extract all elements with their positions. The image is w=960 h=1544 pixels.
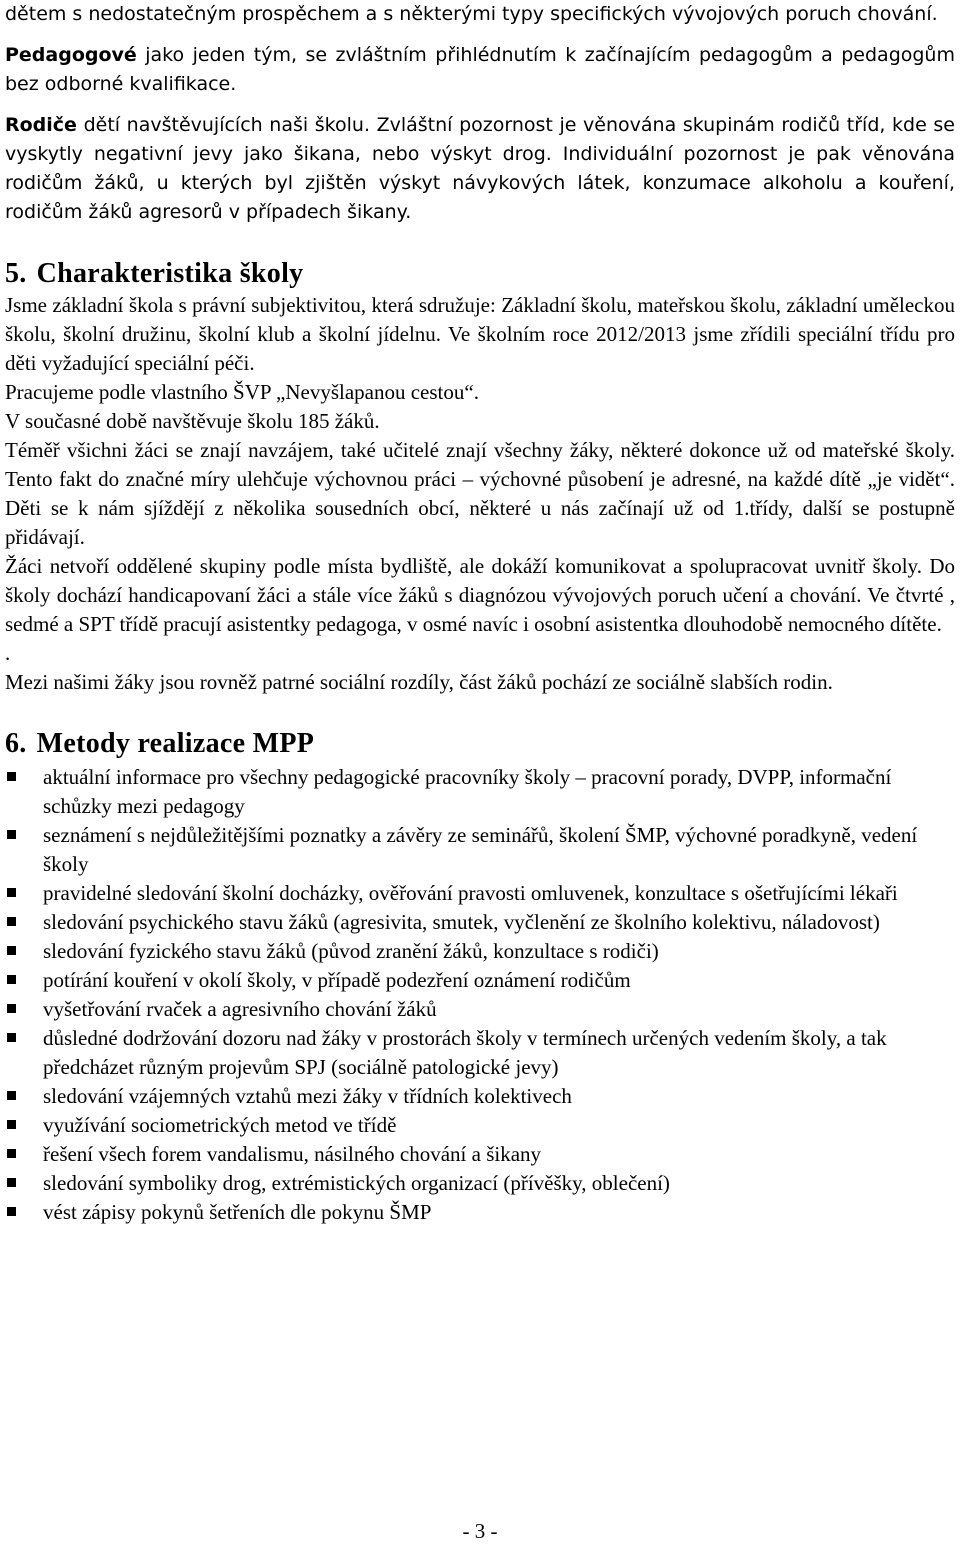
list-item: sledování psychického stavu žáků (agresivita, smutek, vyčlenění ze školního kolektivu, náladovost) (5, 908, 955, 937)
list-item: vést zápisy pokynů šetřeních dle pokynu ŠMP (5, 1198, 955, 1227)
section-5-title: Charakteristika školy (36, 258, 304, 289)
list-item: využívání sociometrických metod ve třídě (5, 1111, 955, 1140)
square-bullet-icon (7, 1207, 16, 1216)
section-5-paragraph: Pracujeme podle vlastního ŠVP „Nevyšlapanou cestou“. (5, 380, 479, 404)
square-bullet-icon (7, 1033, 16, 1042)
section-5-paragraph: Mezi našimi žáky jsou rovněž patrné sociální rozdíly, část žáků pochází ze sociálně slabších rodin. (5, 670, 833, 694)
list-item: vyšetřování rvaček a agresivního chování žáků (5, 995, 955, 1024)
page-number: - 3 - (462, 1519, 498, 1543)
list-item: sledování symboliky drog, extrémistických organizací (přívěšky, oblečení) (5, 1169, 955, 1198)
square-bullet-icon (7, 946, 16, 955)
intro-paragraph-3-lead: Rodiče (5, 114, 77, 136)
square-bullet-icon (7, 1091, 16, 1100)
section-6-heading (5, 727, 955, 761)
intro-paragraph-1: dětem s nedostatečným prospěchem a s některými typy specifických vývojových poruch chování. (5, 3, 938, 25)
intro-paragraph-2-text: jako jeden tým, se zvláštním přihlédnutím k začínajícím pedagogům a pedagogům bez odborné kvalifikace. (5, 44, 955, 95)
section-5-paragraph: Jsme základní škola s právní subjektivitou, která sdružuje: Základní školu, mateřskou školu, základní uměleckou školu, školní družinu, školní klub a školní jídelnu. Ve školním roce 2012/2013 jsme zřídili speciální třídu pro děti vyžadující speciální péči. (5, 293, 955, 375)
list-item: sledování vzájemných vztahů mezi žáky v třídních kolektivech (5, 1082, 955, 1111)
square-bullet-icon (7, 1120, 16, 1129)
section-5-paragraph: V současné době navštěvuje školu 185 žáků. (5, 409, 380, 433)
section-6-number: 6. (5, 728, 27, 759)
intro-paragraph-3 (5, 111, 955, 227)
square-bullet-icon (7, 830, 16, 839)
square-bullet-icon (7, 772, 16, 781)
section-5-paragraph: Žáci netvoří oddělené skupiny podle místa bydliště, ale dokáží komunikovat a spolupracovat uvnitř školy. Do školy dochází handicapovaní žáci a stále více žáků s diagnózou vývojových poruch učení a chování. Ve čtvrté , sedmé a SPT třídě pracují asistentky pedagoga, v osmé navíc i osobní asistentka dlouhodobě nemocného dítěte. (5, 554, 955, 636)
section-5-paragraph: . (5, 641, 11, 665)
list-item: sledování fyzického stavu žáků (původ zranění žáků, konzultace s rodiči) (5, 937, 955, 966)
section-5-number: 5. (5, 258, 27, 289)
list-item: seznámení s nejdůležitějšími poznatky a závěry ze seminářů, školení ŠMP, výchovné poradkyně, vedení školy (5, 821, 955, 879)
list-item: potírání kouření v okolí školy, v případě podezření oznámení rodičům (5, 966, 955, 995)
methods-list (5, 763, 955, 1227)
square-bullet-icon (7, 888, 16, 897)
section-5-paragraph: Téměř všichni žáci se znají navzájem, také učitelé znají všechny žáky, některé dokonce už od mateřské školy. Tento fakt do značné míry ulehčuje výchovnou práci – výchovné působení je adresné, na každé dítě „je vidět“. Děti se k nám sjíždějí z několika sousedních obcí, některé u nás začínají už od 1.třídy, další se postupně přidávají. (5, 438, 955, 549)
list-item: řešení všech forem vandalismu, násilného chování a šikany (5, 1140, 955, 1169)
square-bullet-icon (7, 1004, 16, 1013)
document-page (5, 0, 955, 1227)
square-bullet-icon (7, 1149, 16, 1158)
section-5-heading (5, 257, 955, 291)
list-item: pravidelné sledování školní docházky, ověřování pravosti omluvenek, konzultace s ošetřujícími lékaři (5, 879, 955, 908)
intro-paragraph-2-lead: Pedagogové (5, 44, 137, 66)
list-item: důsledné dodržování dozoru nad žáky v prostorách školy v termínech určených vedením školy, a tak předcházet různým projevům SPJ (sociálně patologické jevy) (5, 1024, 955, 1082)
list-item: aktuální informace pro všechny pedagogické pracovníky školy – pracovní porady, DVPP, informační schůzky mezi pedagogy (5, 763, 955, 821)
square-bullet-icon (7, 917, 16, 926)
intro-paragraph-3-text: dětí navštěvujících naši školu. Zvláštní pozornost je věnována skupinám rodičů tříd, kde se vyskytly negativní jevy jako šikana, nebo výskyt drog. Individuální pozornost je pak věnována rodičům žáků, u kterých byl zjištěn výskyt návykových látek, konzumace alkoholu a kouření, rodičům žáků agresorů v případech šikany. (5, 114, 955, 223)
square-bullet-icon (7, 975, 16, 984)
intro-paragraph-2 (5, 41, 955, 99)
square-bullet-icon (7, 1178, 16, 1187)
section-6-title: Metody realizace MPP (36, 728, 315, 759)
